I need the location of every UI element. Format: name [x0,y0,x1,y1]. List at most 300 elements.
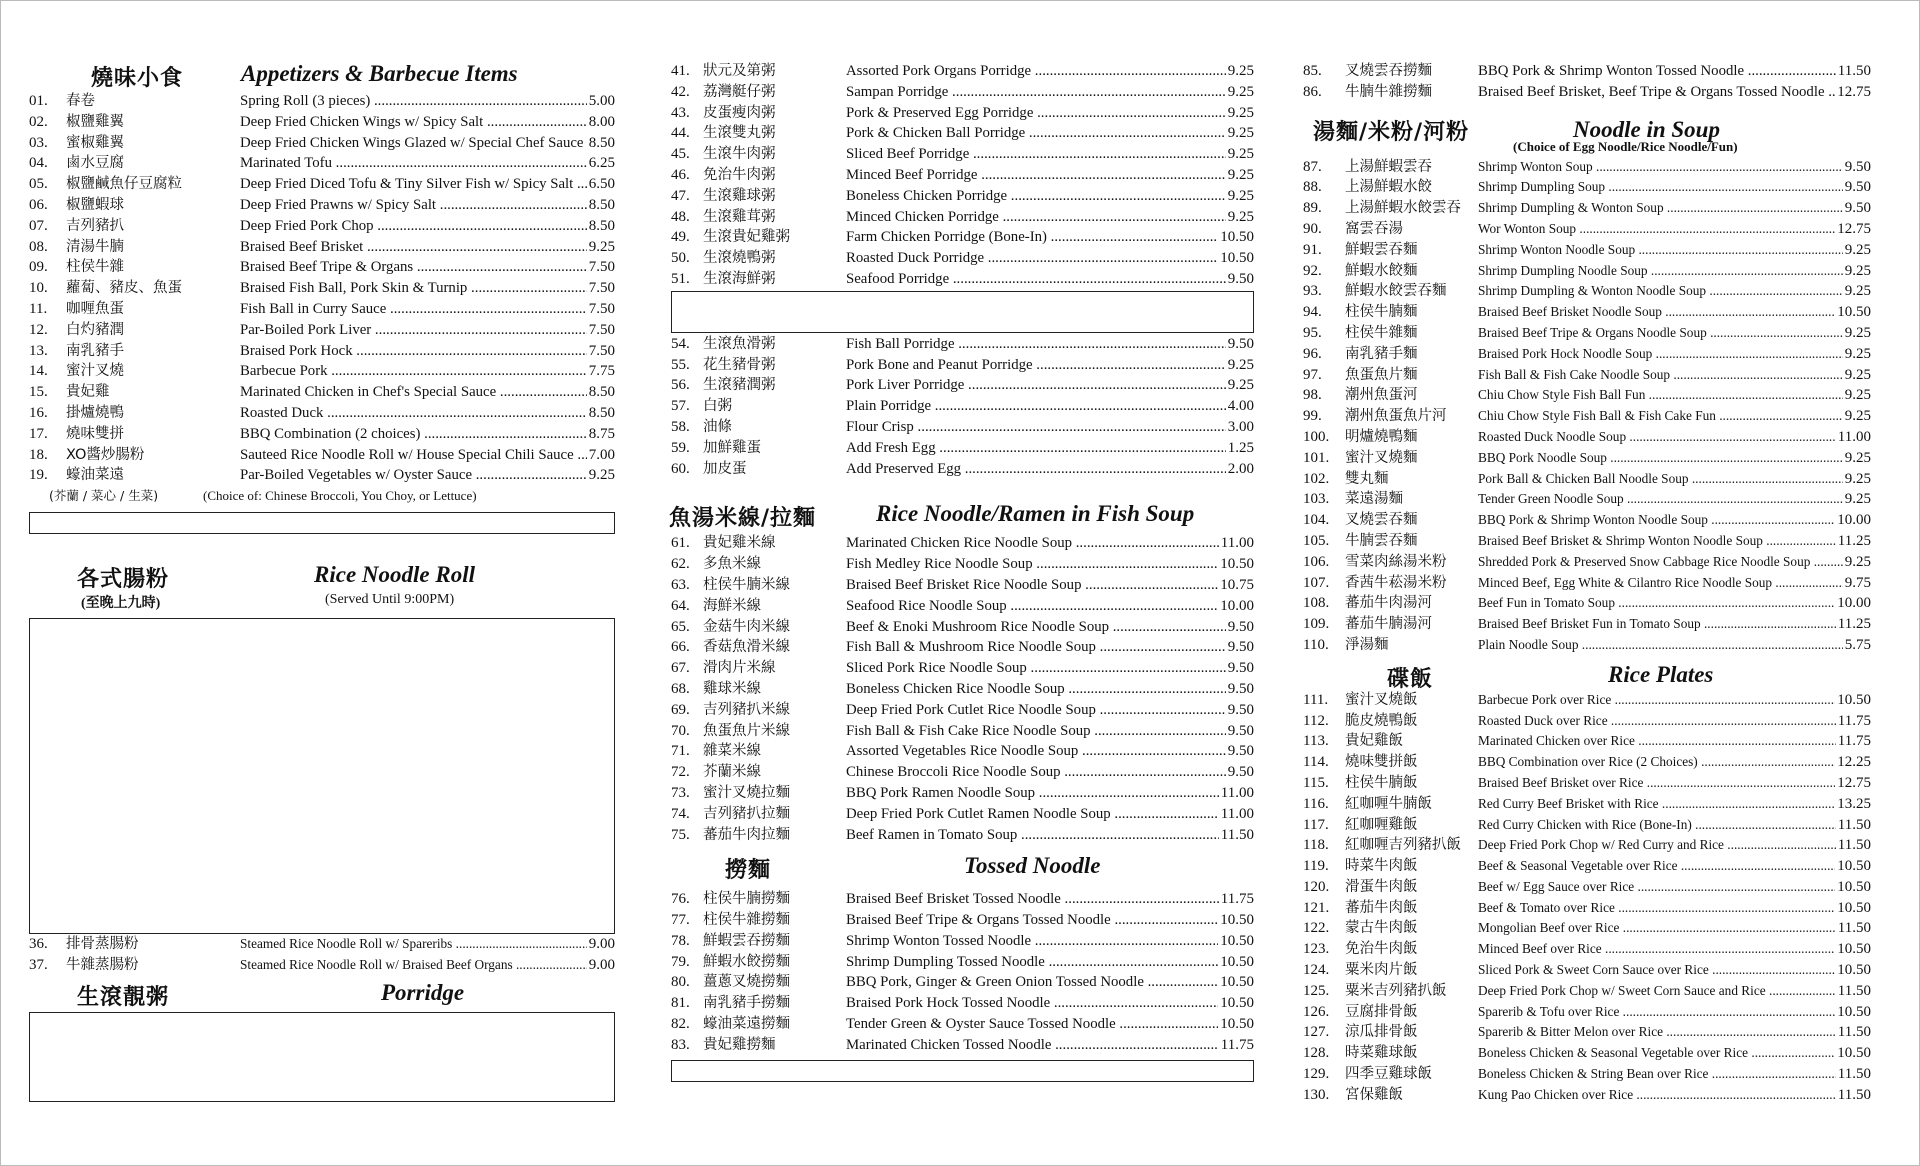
item-name-en: Minced Beef Porridge ..... [846,165,1226,186]
item-name-en: Boneless Chicken & String Bean over Rice ..... [1478,1064,1836,1085]
item-price: 11.75 [1837,733,1871,750]
item-name-zh: 加皮蛋 [703,460,747,477]
item-name-zh: 免治牛肉飯 [1345,941,1418,958]
item-number: 71. [671,743,690,760]
menu-item [671,721,1254,742]
menu-item [1303,177,1871,198]
item-name-zh: 貴妃雞米線 [703,535,776,552]
item-number: 94. [1303,304,1322,321]
item-name-zh: 白粥 [703,398,732,415]
item-number: 100. [1303,428,1330,445]
item-price: 10.50 [1220,974,1254,991]
item-number: 83. [671,1036,690,1053]
item-price: 10.50 [1837,962,1871,979]
menu-item [29,403,615,424]
appetizers-title-zh: 燒味小食 [91,66,184,91]
item-name-en: Plain Noodle Soup ..... [1478,635,1843,656]
item-number: 78. [671,932,690,949]
item-price: 13.25 [1837,795,1871,812]
item-name-en: Chiu Chow Style Fish Ball & Fish Cake Fun ..... [1478,406,1843,427]
item-name-zh: 牛腩雲吞麵 [1345,532,1418,549]
menu-item [1303,614,1871,635]
item-name-zh: 油條 [703,418,732,435]
blank-box [29,1012,615,1102]
menu-item [1303,1022,1871,1043]
item-name-zh: 柱侯牛雜麵 [1345,324,1418,341]
item-name-en: Farm Chicken Porridge (Bone-In) ..... [846,227,1218,248]
item-number: 87. [1303,158,1322,175]
item-name-zh: 生滾海鮮粥 [703,270,776,287]
item-name-zh: 窩雲吞湯 [1345,220,1403,237]
item-name-zh: 上湯鮮蝦水餃雲吞 [1345,200,1461,217]
item-number: 82. [671,1016,690,1033]
item-name-zh: 貴妃雞飯 [1345,733,1403,750]
item-number: 65. [671,618,690,635]
menu-item [1303,960,1871,981]
item-number: 13. [29,342,48,359]
item-price: 9.50 [1227,680,1254,697]
item-price: 8.50 [588,196,615,213]
menu-item [1303,635,1871,656]
item-price: 10.50 [1837,1003,1871,1020]
rice-roll-title-zh: 各式腸粉 [77,567,170,593]
appetizers-title-en: Appetizers & Barbecue Items [241,61,518,86]
menu-item [1303,981,1871,1002]
item-name-zh: 雜菜米線 [703,743,761,760]
item-name-en: Sampan Porridge ..... [846,82,1226,103]
item-number: 15. [29,384,48,401]
item-price: 12.25 [1837,754,1871,771]
item-price: 12.75 [1837,220,1871,237]
item-name-en: Marinated Chicken in Chef's Special Sauce ..... [240,382,587,403]
item-name-en: Assorted Pork Organs Porridge ..... [846,61,1226,82]
item-number: 69. [671,701,690,718]
item-name-en: Deep Fried Pork Chop ..... [240,216,587,237]
item-price: 10.00 [1220,597,1254,614]
item-number: 68. [671,680,690,697]
rice-plates-list [1303,690,1871,1106]
item-name-zh: 皮蛋瘦肉粥 [703,104,776,121]
item-number: 86. [1303,83,1322,100]
item-price: 11.50 [1837,837,1871,854]
item-name-en: Braised Pork Hock ..... [240,341,587,362]
item-name-en: Pork & Preserved Egg Porridge ..... [846,103,1226,124]
item-number: 119. [1303,858,1329,875]
item-name-zh: 叉燒雲吞撈麵 [1345,63,1432,79]
item-name-zh: 咖喱魚蛋 [66,300,124,317]
fish-soup-list [671,533,1254,845]
menu-item [1303,731,1871,752]
item-price: 11.75 [1220,1036,1254,1053]
item-number: 66. [671,639,690,656]
item-name-zh: 蜜汁叉燒麵 [1345,449,1418,466]
item-price: 11.50 [1837,1086,1871,1103]
item-name-en: Shrimp Dumpling & Wonton Noodle Soup ..... [1478,281,1843,302]
menu-item [671,554,1254,575]
item-name-zh: 牛腩牛雜撈麵 [1345,83,1432,100]
menu-item [29,195,615,216]
menu-item [1303,815,1871,836]
item-name-en: Wor Wonton Soup ..... [1478,219,1835,240]
item-price: 7.50 [588,342,615,359]
item-number: 54. [671,335,690,352]
rice-roll-note [29,592,615,612]
item-price: 9.25 [1844,449,1871,466]
item-price: 8.75 [588,425,615,442]
item-name-en: Fish Medley Rice Noodle Soup ..... [846,554,1218,575]
menu-item [29,934,615,955]
item-name-en: Beef & Tomato over Rice ..... [1478,898,1835,919]
item-price: 9.50 [1227,618,1254,635]
menu-item [1303,61,1871,82]
item-price: 9.00 [588,956,615,973]
item-name-zh: 海鮮米線 [703,597,761,614]
item-name-zh: 燒味雙拼飯 [1345,754,1418,771]
menu-item [1303,1085,1871,1106]
menu-item [29,174,615,195]
menu-item [671,700,1254,721]
item-price: 6.25 [588,155,615,172]
item-number: 46. [671,166,690,183]
item-name-en: BBQ Combination over Rice (2 Choices) ..... [1478,752,1835,773]
item-name-zh: 南乳豬手 [66,342,124,359]
item-price: 2.00 [1227,460,1254,477]
item-name-zh: XO醬炒腸粉 [66,446,145,463]
menu-item [29,278,615,299]
menu-item [671,658,1254,679]
item-name-en: BBQ Pork Noodle Soup ..... [1478,448,1843,469]
menu-item [1303,877,1871,898]
menu-item [1303,219,1871,240]
item-number: 14. [29,363,48,380]
item-name-zh: 排骨蒸腸粉 [66,936,139,953]
menu-item [671,741,1254,762]
item-name-zh: 滑肉片米線 [703,660,776,677]
item-price: 7.50 [588,280,615,297]
item-name-en: BBQ Pork Ramen Noodle Soup ..... [846,783,1219,804]
item-price: 10.50 [1837,1045,1871,1062]
item-price: 11.50 [1220,826,1254,843]
item-name-en: Boneless Chicken Porridge ..... [846,186,1226,207]
menu-item [29,445,615,466]
item-name-zh: 鮮蝦雲吞撈麵 [703,932,790,949]
item-name-en: Pork Bone and Peanut Porridge ..... [846,355,1226,376]
item-name-en: Marinated Chicken Tossed Noodle ..... [846,1035,1219,1056]
item-name-en: Braised Beef Brisket Tossed Noodle ..... [846,889,1219,910]
item-number: 108. [1303,595,1330,612]
rice-roll-list [29,934,615,976]
item-number: 45. [671,146,690,163]
item-name-en: Braised Beef Brisket ..... [240,237,587,258]
item-name-en: Pork Liver Porridge ..... [846,375,1226,396]
item-number: 55. [671,356,690,373]
blank-box [671,1060,1254,1082]
item-name-en: Beef & Seasonal Vegetable over Rice ..... [1478,856,1835,877]
item-name-zh: 香茜牛菘湯米粉 [1345,574,1447,591]
item-number: 37. [29,956,48,973]
menu-item [1303,489,1871,510]
item-price: 5.75 [1844,636,1871,653]
item-number: 57. [671,398,690,415]
item-name-en: Sparerib & Tofu over Rice ..... [1478,1002,1835,1023]
menu-item [1303,344,1871,365]
item-number: 06. [29,196,48,213]
fish-soup-header [671,499,1254,533]
item-name-en: Spring Roll (3 pieces) ..... [240,91,587,112]
item-name-en: Steamed Rice Noodle Roll w/ Spareribs ..... [240,934,587,955]
item-number: 116. [1303,795,1329,812]
item-name-en: Marinated Tofu ..... [240,153,587,174]
item-name-en: BBQ Pork & Shrimp Wonton Tossed Noodle ..... [1478,61,1836,82]
noodle-soup-note-text: (Choice of Egg Noodle/Rice Noodle/Fun) [1513,138,1738,154]
item-price: 10.50 [1837,304,1871,321]
item-number: 104. [1303,512,1330,529]
menu-item [1303,711,1871,732]
menu-item [29,91,615,112]
item-name-zh: 粟米吉列豬扒飯 [1345,982,1447,999]
item-number: 12. [29,321,48,338]
item-number: 121. [1303,899,1330,916]
menu-item [671,533,1254,554]
item-number: 96. [1303,345,1322,362]
menu-item [1303,939,1871,960]
porridge-header [29,978,615,1010]
item-number: 120. [1303,878,1330,895]
vegetable-choice-note [29,486,615,506]
item-name-zh: 蕃茄牛腩湯河 [1345,616,1432,633]
menu-item [29,424,615,445]
menu-item [671,804,1254,825]
item-name-zh: 宮保雞飯 [1345,1086,1403,1103]
item-number: 128. [1303,1045,1330,1062]
item-price: 5.00 [588,93,615,109]
menu-item [1303,323,1871,344]
item-price: 9.25 [1844,324,1871,341]
item-name-zh: 柱侯牛腩飯 [1345,774,1418,791]
item-name-zh: 魚蛋魚片米線 [703,722,790,739]
item-number: 95. [1303,324,1322,341]
item-number: 107. [1303,574,1330,591]
item-name-zh: 蠔油菜遠撈麵 [703,1016,790,1033]
item-name-en: Add Preserved Egg ..... [846,459,1226,480]
tossed-header [671,851,1254,885]
item-name-en: Tender Green & Oyster Sauce Tossed Noodle ..... [846,1014,1218,1035]
menu-item [1303,157,1871,178]
item-number: 102. [1303,470,1330,487]
item-price: 10.50 [1837,941,1871,958]
item-price: 10.75 [1220,576,1254,593]
item-number: 112. [1303,712,1329,729]
item-price: 12.75 [1837,83,1871,100]
item-price: 9.25 [1227,187,1254,204]
item-number: 60. [671,460,690,477]
item-price: 10.00 [1837,512,1871,529]
item-price: 10.50 [1220,995,1254,1012]
item-name-zh: 白灼豬潤 [66,321,124,338]
item-name-en: Braised Beef Brisket Noodle Soup ..... [1478,302,1835,323]
tossed-title-zh: 撈麵 [725,858,772,884]
item-name-en: Roasted Duck ..... [240,403,587,424]
item-number: 59. [671,439,690,456]
item-name-en: Sliced Pork Rice Noodle Soup ..... [846,658,1226,679]
tossed-noodle-list [671,889,1254,1055]
item-price: 10.50 [1220,1016,1254,1033]
item-name-zh: 蜜汁叉燒拉麵 [703,784,790,801]
item-name-zh: 香菇魚滑米線 [703,639,790,656]
menu-item [1303,835,1871,856]
item-price: 4.00 [1227,398,1254,415]
item-number: 88. [1303,179,1322,196]
item-name-zh: 時菜牛肉飯 [1345,858,1418,875]
item-price: 9.25 [1227,208,1254,225]
item-price: 11.50 [1837,1024,1871,1041]
item-name-en: Fish Ball & Mushroom Rice Noodle Soup ..... [846,637,1226,658]
item-number: 18. [29,446,48,463]
noodle-soup-title-en: Noodle in Soup [1573,116,1720,142]
item-price: 11.00 [1220,535,1254,552]
menu-item [1303,593,1871,614]
item-name-zh: 雞球米線 [703,680,761,697]
item-name-zh: 春卷 [66,93,95,109]
item-name-zh: 花生豬骨粥 [703,356,776,373]
item-name-zh: 潮州魚蛋河 [1345,387,1418,404]
menu-item [671,438,1254,459]
item-name-zh: 蠔油菜遠 [66,467,124,484]
menu-item [671,993,1254,1014]
item-number: 81. [671,995,690,1012]
item-name-en: Shrimp Dumpling & Wonton Soup ..... [1478,198,1843,219]
item-price: 10.50 [1220,953,1254,970]
item-number: 64. [671,597,690,614]
rice-plates-title-zh: 碟飯 [1387,666,1434,692]
item-price: 9.25 [1844,408,1871,425]
item-name-en: Seafood Rice Noodle Soup ..... [846,596,1218,617]
item-name-zh: 柱侯牛雜 [66,259,124,276]
item-name-en: Deep Fried Pork Chop w/ Red Curry and Rice ..... [1478,835,1836,856]
item-name-en: Steamed Rice Noodle Roll w/ Braised Beef Organs ..... [240,955,587,976]
item-number: 56. [671,377,690,394]
item-name-en: Braised Beef Brisket, Beef Tripe & Organs Tossed Noodle ..... [1478,82,1835,103]
item-number: 74. [671,805,690,822]
item-price: 7.00 [588,446,615,463]
item-name-en: Assorted Vegetables Rice Noodle Soup ..... [846,741,1226,762]
item-price: 7.50 [588,300,615,317]
item-price: 9.25 [1227,377,1254,394]
item-name-en: Shrimp Wonton Soup ..... [1478,157,1843,178]
item-number: 109. [1303,616,1330,633]
item-number: 125. [1303,982,1330,999]
fish-soup-title-zh: 魚湯米線/拉麵 [669,506,817,532]
item-name-zh: 蕃茄牛肉飯 [1345,899,1418,916]
menu-item [1303,773,1871,794]
item-name-zh: 南乳豬手麵 [1345,345,1418,362]
item-name-zh: 豆腐排骨飯 [1345,1003,1418,1020]
item-name-en: BBQ Combination (2 choices) ..... [240,424,587,445]
item-name-en: Par-Boiled Pork Liver ..... [240,320,587,341]
menu-item [1303,510,1871,531]
item-price: 9.25 [1844,553,1871,570]
item-name-zh: 柱侯牛腩麵 [1345,304,1418,321]
menu-item [671,825,1254,846]
item-name-zh: 四季豆雞球飯 [1345,1066,1432,1083]
item-name-en: Fish Ball in Curry Sauce ..... [240,299,587,320]
item-name-en: Deep Fried Chicken Wings Glazed w/ Special Chef Sauce ..... [240,133,587,154]
item-name-en: Braised Beef Tripe & Organs Noodle Soup ..... [1478,323,1843,344]
item-name-zh: 叉燒雲吞麵 [1345,512,1418,529]
item-number: 62. [671,556,690,573]
menu-item [671,783,1254,804]
item-name-zh: 生滾貴妃雞粥 [703,229,790,246]
item-number: 42. [671,83,690,100]
menu-item [29,465,615,486]
item-name-zh: 貴妃雞撈麵 [703,1036,776,1053]
item-price: 11.50 [1837,1066,1871,1083]
item-name-zh: 鮮蝦雲吞麵 [1345,241,1418,258]
appetizers-header [29,59,615,91]
item-number: 114. [1303,754,1329,771]
item-number: 48. [671,208,690,225]
item-number: 90. [1303,220,1322,237]
tossed-title-en: Tossed Noodle [964,853,1101,879]
item-number: 80. [671,974,690,991]
item-price: 9.25 [588,467,615,484]
item-number: 63. [671,576,690,593]
item-name-en: Sliced Pork & Sweet Corn Sauce over Rice ..... [1478,960,1835,981]
item-price: 9.25 [1227,166,1254,183]
item-name-zh: 鮮蝦水餃麵 [1345,262,1418,279]
item-price: 10.50 [1220,932,1254,949]
menu-item [671,1035,1254,1056]
item-name-zh: 掛爐燒鴨 [66,404,124,421]
item-name-en: Flour Crisp ..... [846,417,1226,438]
menu-item [29,133,615,154]
item-price: 9.25 [1844,283,1871,300]
item-price: 7.50 [588,321,615,338]
item-number: 36. [29,936,48,953]
item-number: 113. [1303,733,1329,750]
menu-item [671,972,1254,993]
item-name-zh: 雙丸麵 [1345,470,1389,487]
item-number: 77. [671,912,690,929]
item-name-en: Shrimp Wonton Noodle Soup ..... [1478,240,1843,261]
item-price: 9.75 [1844,574,1871,591]
item-name-zh: 蘿蔔、豬皮、魚蛋 [66,280,182,297]
item-name-zh: 金菇牛肉米線 [703,618,790,635]
item-price: 9.25 [1227,356,1254,373]
item-name-en: Deep Fried Pork Cutlet Ramen Noodle Soup ..... [846,804,1219,825]
item-number: 97. [1303,366,1322,383]
item-number: 01. [29,93,48,109]
item-price: 10.50 [1220,556,1254,573]
item-name-zh: 荔灣艇仔粥 [703,83,776,100]
item-price: 10.50 [1837,878,1871,895]
menu-item [671,762,1254,783]
menu-item [671,889,1254,910]
item-price: 11.50 [1837,816,1871,833]
item-name-zh: 明爐燒鴨麵 [1345,428,1418,445]
item-number: 93. [1303,283,1322,300]
item-price: 9.50 [1227,722,1254,739]
item-number: 17. [29,425,48,442]
item-number: 41. [671,63,690,79]
item-number: 43. [671,104,690,121]
menu-item [1303,1002,1871,1023]
item-number: 129. [1303,1066,1330,1083]
item-name-en: Braised Pork Hock Tossed Noodle ..... [846,993,1218,1014]
item-price: 9.25 [588,238,615,255]
item-number: 07. [29,217,48,234]
menu-item [29,257,615,278]
